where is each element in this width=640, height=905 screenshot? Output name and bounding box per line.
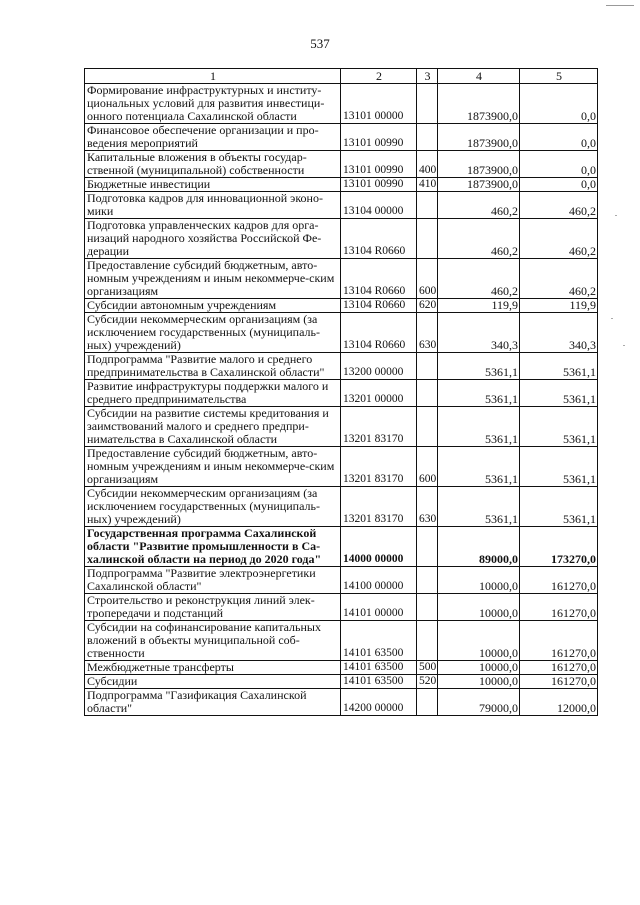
row-code-cell: 13104 R0660 bbox=[341, 299, 417, 313]
row-name-cell: Субсидии автономным учреждениям bbox=[85, 299, 341, 313]
row-vr-cell bbox=[417, 380, 438, 407]
scan-speck bbox=[615, 215, 617, 216]
row-value-col4-cell: 10000,0 bbox=[438, 594, 520, 621]
row-code-cell: 13201 00000 bbox=[341, 380, 417, 407]
row-code-cell: 14100 00000 bbox=[341, 567, 417, 594]
row-value-col4-cell: 340,3 bbox=[438, 313, 520, 353]
row-vr-cell: 520 bbox=[417, 675, 438, 689]
table-row bbox=[85, 661, 598, 675]
row-vr-cell: 410 bbox=[417, 178, 438, 192]
row-value-col4-cell: 460,2 bbox=[438, 219, 520, 259]
row-name-cell: Субсидии некоммерческим организациям (за исключением государственных (муниципаль-ных) учреждений) bbox=[85, 313, 341, 353]
row-value-col5-cell: 161270,0 bbox=[520, 675, 598, 689]
row-name-cell: Предоставление субсидий бюджетным, авто-номным учреждениям и иным некоммерче-ским организациям bbox=[85, 259, 341, 299]
row-value-col4-cell: 1873900,0 bbox=[438, 124, 520, 151]
row-name-cell: Подготовка управленческих кадров для орга-низаций народного хозяйства Российской Фе-дерации bbox=[85, 219, 341, 259]
row-name-cell: Субсидии на развитие системы кредитования и заимствований малого и среднего предпри-нимательства в Сахалинской области bbox=[85, 407, 341, 447]
table-row bbox=[85, 299, 598, 313]
row-value-col4-cell: 89000,0 bbox=[438, 527, 520, 567]
page-number: 537 bbox=[310, 36, 330, 51]
row-value-col5-cell: 0,0 bbox=[520, 178, 598, 192]
row-value-col4-cell: 1873900,0 bbox=[438, 151, 520, 178]
row-code-cell: 13101 00990 bbox=[341, 178, 417, 192]
header-cell-2: 2 bbox=[341, 69, 417, 84]
row-name-cell: Бюджетные инвестиции bbox=[85, 178, 341, 192]
table-row bbox=[85, 313, 598, 353]
row-value-col5-cell: 119,9 bbox=[520, 299, 598, 313]
table-row bbox=[85, 675, 598, 689]
scan-speck bbox=[623, 345, 625, 346]
row-vr-cell bbox=[417, 124, 438, 151]
row-code-cell: 14101 63500 bbox=[341, 675, 417, 689]
row-name-cell: Подпрограмма "Развитие электроэнергетики Сахалинской области" bbox=[85, 567, 341, 594]
row-name-cell: Субсидии bbox=[85, 675, 341, 689]
row-name-cell: Предоставление субсидий бюджетным, авто-номным учреждениям и иным некоммерче-ским организациям bbox=[85, 447, 341, 487]
row-value-col4-cell: 10000,0 bbox=[438, 661, 520, 675]
row-value-col4-cell: 10000,0 bbox=[438, 567, 520, 594]
table-row bbox=[85, 259, 598, 299]
row-value-col5-cell: 5361,1 bbox=[520, 487, 598, 527]
row-value-col5-cell: 0,0 bbox=[520, 124, 598, 151]
table-row bbox=[85, 689, 598, 716]
row-value-col5-cell: 161270,0 bbox=[520, 661, 598, 675]
row-value-col5-cell: 5361,1 bbox=[520, 353, 598, 380]
row-vr-cell bbox=[417, 567, 438, 594]
row-value-col5-cell: 12000,0 bbox=[520, 689, 598, 716]
row-value-col5-cell: 5361,1 bbox=[520, 380, 598, 407]
row-value-col4-cell: 79000,0 bbox=[438, 689, 520, 716]
row-code-cell: 13101 00990 bbox=[341, 151, 417, 178]
row-code-cell: 13101 00990 bbox=[341, 124, 417, 151]
row-code-cell: 14200 00000 bbox=[341, 689, 417, 716]
row-code-cell: 13104 00000 bbox=[341, 192, 417, 219]
table-row bbox=[85, 380, 598, 407]
row-name-cell: Подпрограмма "Газификация Сахалинской области" bbox=[85, 689, 341, 716]
row-value-col4-cell: 460,2 bbox=[438, 259, 520, 299]
table-row bbox=[85, 407, 598, 447]
row-value-col4-cell: 460,2 bbox=[438, 192, 520, 219]
row-value-col4-cell: 119,9 bbox=[438, 299, 520, 313]
scan-speck bbox=[611, 318, 613, 319]
row-name-cell: Подпрограмма "Развитие малого и среднего предпринимательства в Сахалинской области" bbox=[85, 353, 341, 380]
row-vr-cell: 600 bbox=[417, 447, 438, 487]
row-vr-cell: 500 bbox=[417, 661, 438, 675]
row-value-col5-cell: 161270,0 bbox=[520, 594, 598, 621]
row-value-col5-cell: 340,3 bbox=[520, 313, 598, 353]
row-name-cell: Субсидии на софинансирование капитальных вложений в объекты муниципальной соб-ственности bbox=[85, 621, 341, 661]
row-value-col5-cell: 161270,0 bbox=[520, 621, 598, 661]
row-value-col5-cell: 0,0 bbox=[520, 84, 598, 124]
row-code-cell: 13104 R0660 bbox=[341, 313, 417, 353]
header-cell-3: 3 bbox=[417, 69, 438, 84]
row-name-cell: Финансовое обеспечение организации и про-ведения мероприятий bbox=[85, 124, 341, 151]
table-row bbox=[85, 84, 598, 124]
row-value-col5-cell: 460,2 bbox=[520, 259, 598, 299]
table-row bbox=[85, 192, 598, 219]
row-code-cell: 13101 00000 bbox=[341, 84, 417, 124]
row-code-cell: 13200 00000 bbox=[341, 353, 417, 380]
row-vr-cell bbox=[417, 192, 438, 219]
row-vr-cell: 600 bbox=[417, 259, 438, 299]
row-value-col4-cell: 1873900,0 bbox=[438, 84, 520, 124]
row-value-col5-cell: 5361,1 bbox=[520, 447, 598, 487]
row-vr-cell: 620 bbox=[417, 299, 438, 313]
row-vr-cell bbox=[417, 219, 438, 259]
row-value-col4-cell: 5361,1 bbox=[438, 447, 520, 487]
header-cell-5: 5 bbox=[520, 69, 598, 84]
row-name-cell: Субсидии некоммерческим организациям (за исключением государственных (муниципаль-ных) учреждений) bbox=[85, 487, 341, 527]
row-vr-cell bbox=[417, 594, 438, 621]
row-name-cell: Межбюджетные трансферты bbox=[85, 661, 341, 675]
row-code-cell: 14000 00000 bbox=[341, 527, 417, 567]
table-row bbox=[85, 151, 598, 178]
row-code-cell: 13201 83170 bbox=[341, 487, 417, 527]
row-value-col4-cell: 5361,1 bbox=[438, 407, 520, 447]
table-row bbox=[85, 219, 598, 259]
budget-table bbox=[84, 68, 598, 716]
row-value-col4-cell: 1873900,0 bbox=[438, 178, 520, 192]
table-row bbox=[85, 447, 598, 487]
row-vr-cell bbox=[417, 407, 438, 447]
table-row bbox=[85, 353, 598, 380]
row-value-col4-cell: 5361,1 bbox=[438, 353, 520, 380]
top-rule bbox=[606, 5, 634, 6]
header-cell-1: 1 bbox=[85, 69, 341, 84]
row-code-cell: 14101 63500 bbox=[341, 621, 417, 661]
row-value-col5-cell: 5361,1 bbox=[520, 407, 598, 447]
header-cell-4: 4 bbox=[438, 69, 520, 84]
row-vr-cell bbox=[417, 527, 438, 567]
row-value-col4-cell: 5361,1 bbox=[438, 487, 520, 527]
row-value-col4-cell: 10000,0 bbox=[438, 675, 520, 689]
table-row bbox=[85, 124, 598, 151]
row-code-cell: 14101 63500 bbox=[341, 661, 417, 675]
row-vr-cell bbox=[417, 84, 438, 124]
row-vr-cell bbox=[417, 621, 438, 661]
table-row bbox=[85, 567, 598, 594]
row-code-cell: 13201 83170 bbox=[341, 447, 417, 487]
row-value-col5-cell: 0,0 bbox=[520, 151, 598, 178]
row-value-col4-cell: 10000,0 bbox=[438, 621, 520, 661]
table-header-row bbox=[85, 69, 598, 84]
row-code-cell: 13104 R0660 bbox=[341, 259, 417, 299]
row-name-cell: Формирование инфраструктурных и институ-циональных условий для развития инвестици-онного потенциала Сахалинской области bbox=[85, 84, 341, 124]
table-row bbox=[85, 621, 598, 661]
row-code-cell: 13201 83170 bbox=[341, 407, 417, 447]
row-name-cell: Подготовка кадров для инновационной эконо-мики bbox=[85, 192, 341, 219]
row-name-cell: Развитие инфраструктуры поддержки малого и среднего предпринимательства bbox=[85, 380, 341, 407]
row-vr-cell bbox=[417, 353, 438, 380]
table-row bbox=[85, 487, 598, 527]
row-value-col5-cell: 173270,0 bbox=[520, 527, 598, 567]
row-name-cell: Государственная программа Сахалинской области "Развитие промышленности в Са-халинской области на период до 2020 года" bbox=[85, 527, 341, 567]
table-row bbox=[85, 178, 598, 192]
row-code-cell: 13104 R0660 bbox=[341, 219, 417, 259]
row-value-col5-cell: 161270,0 bbox=[520, 567, 598, 594]
row-value-col5-cell: 460,2 bbox=[520, 192, 598, 219]
row-vr-cell bbox=[417, 689, 438, 716]
row-value-col5-cell: 460,2 bbox=[520, 219, 598, 259]
row-vr-cell: 630 bbox=[417, 487, 438, 527]
row-vr-cell: 400 bbox=[417, 151, 438, 178]
row-value-col4-cell: 5361,1 bbox=[438, 380, 520, 407]
row-code-cell: 14101 00000 bbox=[341, 594, 417, 621]
table-row bbox=[85, 594, 598, 621]
row-vr-cell: 630 bbox=[417, 313, 438, 353]
row-name-cell: Капитальные вложения в объекты государ-ственной (муниципальной) собственности bbox=[85, 151, 341, 178]
table-row bbox=[85, 527, 598, 567]
row-name-cell: Строительство и реконструкция линий элек-тропередачи и подстанций bbox=[85, 594, 341, 621]
